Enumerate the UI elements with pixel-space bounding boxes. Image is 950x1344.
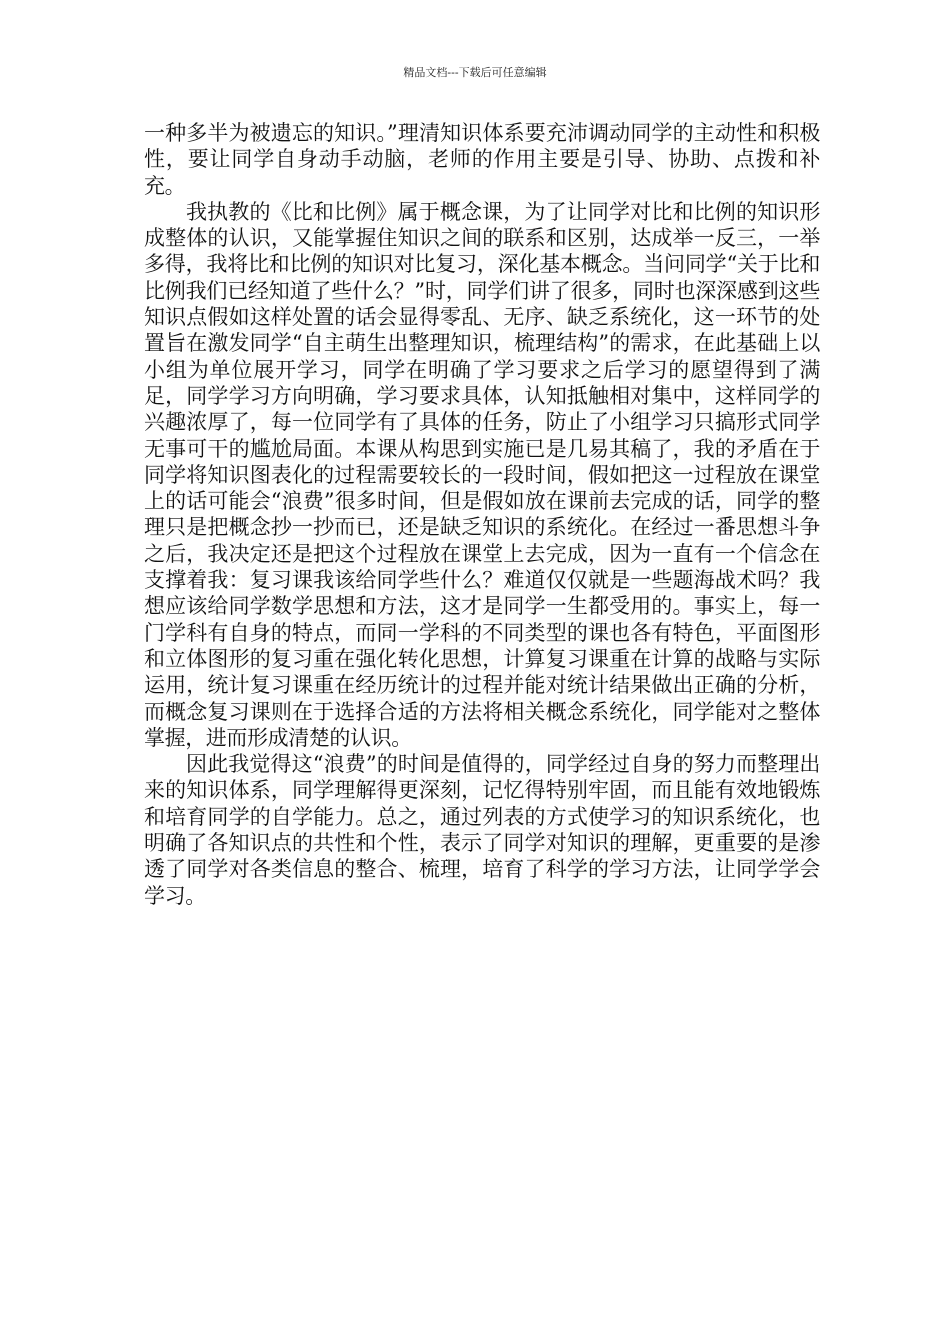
paragraph-2: 我执教的《比和比例》属于概念课，为了让同学对比和比例的知识形成整体的认识，又能掌握住知识之间的联系和区别，达成举一反三，一举多得，我将比和比例的知识对比复习，深化基本概念。当问同学“关于比和比例我们已经知道了些什么？”时，同学们讲了很多，同时也深深感到这些知识点假如这样处置的话会显得零乱、无序、缺乏系统化，这一环节的处置旨在激发同学“自主萌生出整理知识，梳理结构”的需求，在此基础上以小组为单位展开学习，同学在明确了学习要求之后学习的愿望得到了满足，同学学习方向明确，学习要求具体，认知抵触相对集中，这样同学的兴趣浓厚了，每一位同学有了具体的任务，防止了小组学习只搞形式同学无事可干的尴尬局面。本课从构思到实施已是几易其稿了，我的矛盾在于同学将知识图表化的过程需要较长的一段时间，假如把这一过程放在课堂上的话可能会“浪费”很多时间，但是假如放在课前去完成的话，同学的整理只是把概念抄一抄而已，还是缺乏知识的系统化。在经过一番思想斗争之后，我决定还是把这个过程放在课堂上去完成，因为一直有一个信念在支撑着我：复习课我该给同学些什么？难道仅仅就是一些题海战术吗？我想应该给同学数学思想和方法，这才是同学一生都受用的。事实上，每一门学科有自身的特点，而同一学科的不同类型的课也各有特色，平面图形和立体图形的复习重在强化转化思想，计算复习课重在计算的战略与实际运用，统计复习课重在经历统计的过程并能对统计结果做出正确的分析，而概念复习课则在于选择合适的方法将相关概念系统化，同学能对之整体掌握，进而形成清楚的认识。 xyxy=(144,199,820,750)
paragraph-1: 一种多半为被遗忘的知识。”理清知识体系要充沛调动同学的主动性和积极性，要让同学自身动手动脑，老师的作用主要是引导、协助、点拨和补充。 xyxy=(144,121,820,198)
page-header: 精品文档---下载后可任意编辑 xyxy=(403,66,547,79)
document-body xyxy=(144,120,820,909)
paragraph-3: 因此我觉得这“浪费”的时间是值得的，同学经过自身的努力而整理出来的知识体系，同学理解得更深刻，记忆得特别牢固，而且能有效地锻炼和培育同学的自学能力。总之，通过列表的方式使学习的知识系统化，也明确了各知识点的共性和个性，表示了同学对知识的理解，更重要的是渗透了同学对各类信息的整合、梳理，培育了科学的学习方法，让同学学会学习。 xyxy=(144,752,820,908)
